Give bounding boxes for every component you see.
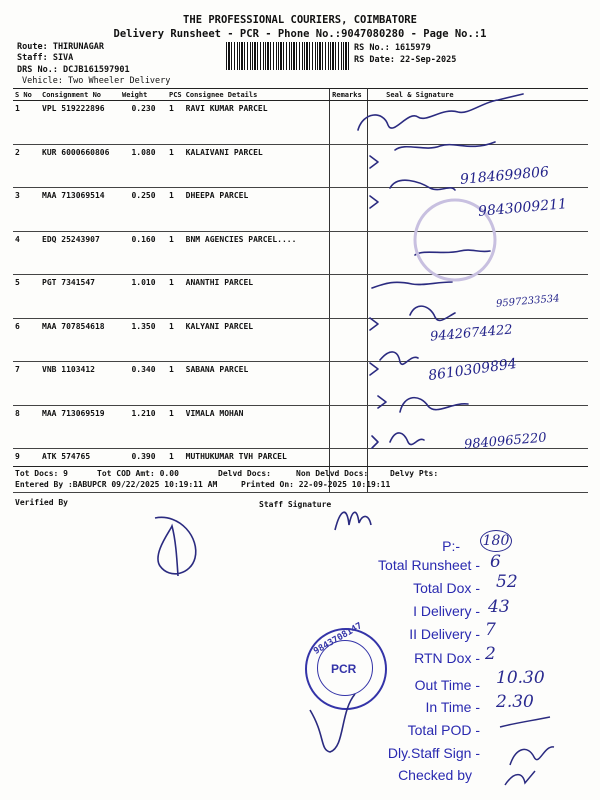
rs-date: RS Date: 22-Sep-2025	[354, 55, 457, 65]
verified-signature	[145, 510, 205, 580]
row-consignment: VPL 519222896	[40, 101, 120, 145]
row-consignment: MAA 713069519	[40, 405, 120, 449]
row-consignee: MUTHUKUMAR TVH PARCEL	[184, 449, 330, 493]
verified-by-label: Verified By	[15, 498, 68, 507]
summary-value-total-dox: 52	[496, 572, 518, 592]
row-consignment: KUR 6000660806	[40, 144, 120, 188]
row-consignee: DHEEPA PARCEL	[184, 188, 330, 232]
row-consignee: VIMALA MOHAN	[184, 405, 330, 449]
stamp-code: PCR	[331, 662, 357, 676]
row-weight: 1.080	[120, 144, 167, 188]
row-weight: 1.210	[120, 405, 167, 449]
summary-label-in-time: In Time -	[425, 699, 480, 715]
barcode	[226, 42, 350, 70]
row-consignment: VNB 1103412	[40, 362, 120, 406]
row-sno: 5	[13, 275, 40, 319]
row-pcs: 1	[167, 449, 184, 493]
summary-label-total-dox: Total Dox -	[413, 580, 480, 596]
row-consignment: MAA 707854618	[40, 318, 120, 362]
summary-value-total-runsheet: 6	[490, 552, 501, 572]
delivery-points: Delvy Pts:	[390, 469, 439, 478]
row-pcs: 1	[167, 188, 184, 232]
row-pcs: 1	[167, 405, 184, 449]
row-sno: 6	[13, 318, 40, 362]
row-weight: 1.010	[120, 275, 167, 319]
col-consignment: Consignment No	[40, 89, 120, 101]
row-weight: 1.350	[120, 318, 167, 362]
pi-value: 180	[480, 530, 512, 552]
row-pcs: 1	[167, 101, 184, 145]
row-consignee: KALAIVANI PARCEL	[184, 144, 330, 188]
summary-label-rtn-dox: RTN Dox -	[414, 650, 480, 666]
row-weight: 0.230	[120, 101, 167, 145]
row-consignment: ATK 574765	[40, 449, 120, 493]
row-pcs: 1	[167, 275, 184, 319]
row-consignee: SABANA PARCEL	[184, 362, 330, 406]
row-consignee: KALYANI PARCEL	[184, 318, 330, 362]
row-consignment: PGT 7341547	[40, 275, 120, 319]
row-consignment: MAA 713069514	[40, 188, 120, 232]
company-name: THE PROFESSIONAL COURIERS, COIMBATORE	[183, 14, 417, 26]
col-remarks: Remarks	[330, 89, 368, 101]
pi-label: P:-	[442, 538, 460, 554]
summary-label-total-runsheet: Total Runsheet -	[378, 557, 480, 573]
summary-value-rtn-dox: 2	[485, 644, 496, 664]
drs-number: DRS No.: DCJB161597901	[17, 65, 130, 75]
phone-note-4: 9442674422	[429, 322, 514, 345]
col-sno: S No	[13, 89, 40, 101]
phone-note-3: 9597233534	[495, 293, 560, 310]
route-label: Route: THIRUNAGAR	[17, 42, 104, 52]
col-consignee: Consignee Details	[184, 89, 330, 101]
summary-value-ii-delivery: 7	[485, 620, 496, 640]
row-weight: 0.340	[120, 362, 167, 406]
summary-value-in-time: 2.30	[496, 692, 534, 712]
non-delivered-docs: Non Delvd Docs:	[296, 469, 369, 478]
phone-note-5: 8610309894	[427, 355, 518, 385]
phone-note-1: 9184699806	[459, 164, 550, 188]
rs-number: RS No.: 1615979	[354, 43, 431, 53]
row-consignment: EDQ 25243907	[40, 231, 120, 275]
summary-value-out-time: 10.30	[496, 668, 545, 688]
summary-handwriting	[490, 715, 570, 790]
phone-note-2: 9843009211	[477, 196, 568, 220]
total-cod: Tot COD Amt: 0.00	[97, 469, 179, 478]
total-docs: Tot Docs: 9	[15, 469, 68, 478]
runsheet-subtitle: Delivery Runsheet - PCR - Phone No.:9047080280 - Page No.:1	[113, 28, 487, 40]
summary-label-dly-staff-sign: Dly.Staff Sign -	[387, 745, 480, 761]
entered-by: Entered By :BABUPCR 09/22/2025 10:19:11 AM	[15, 480, 218, 489]
row-sno: 2	[13, 144, 40, 188]
staff-label: Staff: SIVA	[17, 53, 74, 63]
handwritten-signatures	[340, 90, 600, 470]
row-sno: 3	[13, 188, 40, 232]
summary-value-i-delivery: 43	[488, 597, 510, 617]
row-sno: 8	[13, 405, 40, 449]
row-sno: 9	[13, 449, 40, 493]
col-pcs: PCS	[169, 90, 182, 99]
summary-label-ii-delivery: II Delivery -	[409, 626, 480, 642]
staff-signature-mark	[330, 500, 380, 540]
summary-label-out-time: Out Time -	[414, 677, 480, 693]
row-consignee: RAVI KUMAR PARCEL	[184, 101, 330, 145]
footer-divider	[13, 466, 588, 467]
summary-label-total-pod: Total POD -	[407, 722, 480, 738]
vehicle-label: Vehicle: Two Wheeler Delivery	[22, 76, 171, 86]
col-signature: Seal & Signature	[368, 89, 588, 101]
row-consignee: ANANTHI PARCEL	[184, 275, 330, 319]
row-pcs: 1	[167, 362, 184, 406]
row-pcs: 1	[167, 318, 184, 362]
printed-on: Printed On: 22-09-2025 10:19:11	[241, 480, 391, 489]
row-sno: 1	[13, 101, 40, 145]
staff-signature-label: Staff Signature	[259, 500, 332, 509]
row-sno: 7	[13, 362, 40, 406]
stamp-signature	[300, 690, 370, 760]
summary-label-i-delivery: I Delivery -	[413, 603, 480, 619]
row-sno: 4	[13, 231, 40, 275]
row-weight: 0.160	[120, 231, 167, 275]
col-weight: Weight	[120, 89, 167, 101]
row-weight: 0.250	[120, 188, 167, 232]
row-pcs: 1	[167, 144, 184, 188]
row-pcs: 1	[167, 231, 184, 275]
stamp-phone: 9843708147	[312, 621, 365, 657]
row-consignee: BNM AGENCIES PARCEL....	[184, 231, 330, 275]
delivered-docs: Delvd Docs:	[218, 469, 271, 478]
summary-label-checked-by: Checked by	[398, 767, 472, 783]
phone-note-6: 9840965220	[463, 430, 548, 453]
row-weight: 0.390	[120, 449, 167, 493]
